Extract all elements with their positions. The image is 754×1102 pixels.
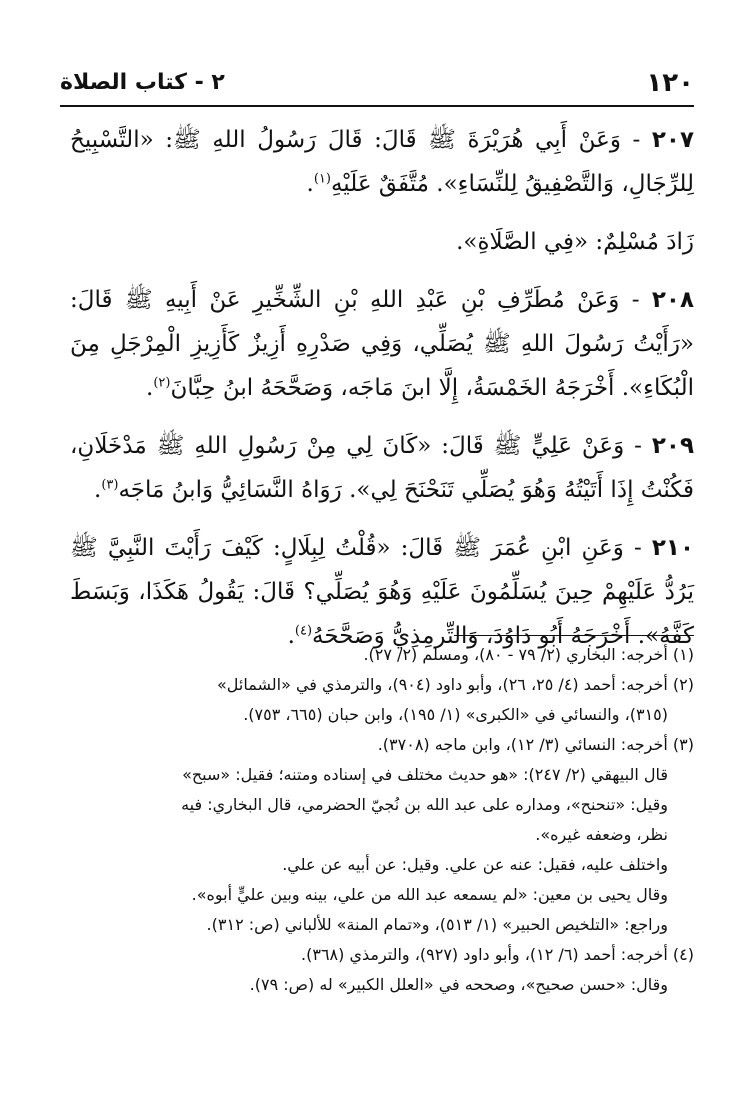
page-header	[60, 60, 694, 100]
footnote-line: (٣١٥)، والنسائي في «الكبرى» (١/ ١٩٥)، وابن حبان (٦٦٥، ٧٥٣).	[243, 705, 668, 724]
footnote-line: (٣) أخرجه: النسائي (٣/ ١٢)، وابن ماجه (٣٧٠٨).	[377, 735, 694, 754]
header-divider	[60, 105, 694, 107]
hadith-number: ٢٠٨	[651, 287, 694, 313]
hadith-number: ٢٠٧	[651, 127, 695, 153]
footnote-line: وراجع: «التلخيص الحبير» (١/ ٥١٣)، و«تمام المنة» للألباني (ص: ٣١٢).	[206, 915, 668, 934]
hadith-210: ٢١٠ - وَعَنِ ابْنِ عُمَرَ ﷺ قَالَ: «قُلْتُ لِبِلَالٍ: كَيْفَ رَأَيْتَ النَّبِيَّ ﷺ يَرُدُّ عَلَيْهِمْ حِينَ يُسَلِّمُونَ عَلَيْهِ وَهُوَ يُصَلِّي؟ قَالَ: يَقُولُ هَكَذَا، وَبَسَطَ كَفَّهُ». أَخْرَجَهُ أَبُو دَاوُدَ، وَالتِّرمِذِيُّ وَصَحَّحَهُ$^{(٤)}$.	[70, 535, 694, 649]
hadith-text: - وَعَنِ ابْنِ عُمَرَ ﷺ قَالَ: «قُلْتُ لِبِلَالٍ: كَيْفَ رَأَيْتَ النَّبِيَّ ﷺ يَرُدُّ عَلَيْهِمْ حِينَ يُسَلِّمُونَ عَلَيْهِ وَهُوَ يُصَلِّي؟ قَالَ: يَقُولُ هَكَذَا، وَبَسَطَ كَفَّهُ». أَخْرَجَهُ أَبُو دَاوُدَ، وَالتِّرمِذِيُّ وَصَحَّحَهُ	[70, 535, 694, 649]
hadith-text: - وَعَنْ مُطَرِّفِ بْنِ عَبْدِ اللهِ بْنِ الشِّخِّيرِ عَنْ أَبِيهِ ﷺ قَالَ: «رَأَيْتُ رَسُولَ اللهِ ﷺ يُصَلِّي، وَفِي صَدْرِهِ أَزِيزٌ كَأَزِيزِ الْمِرْجَلِ مِنَ الْبُكَاءِ». أَخْرَجَهُ الخَمْسَةُ، إِلَّا ابنَ مَاجَه، وَصَحَّحَهُ ابنُ حِبَّانَ	[70, 287, 694, 401]
hadith-number: ٢١٠	[651, 535, 694, 561]
footnote-line: واختلف عليه، فقيل: عنه عن علي. وقيل: عن أبيه عن علي.	[282, 855, 668, 874]
footnotes	[70, 640, 694, 1000]
hadith-number: ٢٠٩	[651, 433, 694, 459]
footnote-line: (٢) أخرجه: أحمد (٤/ ٢٥، ٢٦)، وأبو داود (٩٠٤)، والترمذي في «الشمائل»	[216, 675, 694, 694]
hadith-text: زَادَ مُسْلِمٌ: «فِي الصَّلَاةِ».	[456, 229, 694, 255]
footnote-ref: (١)	[313, 171, 331, 187]
footnote-line: (١) أخرجه: البخاري (٢/ ٧٩ - ٨٠)، ومسلم (٢/ ٢٧).	[363, 645, 694, 664]
footnote-divider	[454, 635, 694, 636]
hadith-208: ٢٠٨ - وَعَنْ مُطَرِّفِ بْنِ عَبْدِ اللهِ بْنِ الشِّخِّيرِ عَنْ أَبِيهِ ﷺ قَالَ: «رَأَيْتُ رَسُولَ اللهِ ﷺ يُصَلِّي، وَفِي صَدْرِهِ أَزِيزٌ كَأَزِيزِ الْمِرْجَلِ مِنَ الْبُكَاءِ». أَخْرَجَهُ الخَمْسَةُ، إِلَّا ابنَ مَاجَه، وَصَحَّحَهُ ابنُ حِبَّانَ$^{(٢)}$.	[70, 287, 694, 401]
footnote-ref: (٤)	[294, 623, 313, 639]
chapter-title: ٢ - كتاب الصلاة	[60, 70, 225, 95]
footnote-ref: (٣)	[101, 477, 119, 493]
hadith-207: ٢٠٧ - وَعَنْ أَبِي هُرَيْرَةَ ﷺ قَالَ: قَالَ رَسُولُ اللهِ ﷺ: «التَّسْبِيحُ لِلرِّجَالِ، وَالتَّصْفِيقُ لِلنِّسَاءِ». مُتَّفَقٌ عَلَيْهِ$^{(١)}$.	[70, 127, 695, 197]
page-number: ١٢٠	[646, 68, 694, 98]
hadith-body	[70, 118, 694, 672]
footnote-ref: (٢)	[153, 375, 171, 391]
footnote-line: وقال: «حسن صحيح»، وصححه في «العلل الكبير» له (ص: ٧٩).	[249, 975, 668, 994]
footnote-line: وقيل: «تنحنح»، ومداره على عبد الله بن نُجيّ الحضرمي، قال البخاري: فيه	[181, 795, 668, 814]
hadith-text: - وَعَنْ عَلِيٍّ ﷺ قَالَ: «كَانَ لِي مِنْ رَسُولِ اللهِ ﷺ مَدْخَلَانِ، فَكُنْتُ إِذَا أَتَيْتُهُ وَهُوَ يُصَلِّي تَنَحْنَحَ لِي». رَوَاهُ النَّسَائِيُّ وَابنُ مَاجَه	[70, 433, 694, 503]
hadith-209: ٢٠٩ - وَعَنْ عَلِيٍّ ﷺ قَالَ: «كَانَ لِي مِنْ رَسُولِ اللهِ ﷺ مَدْخَلَانِ، فَكُنْتُ إِذَا أَتَيْتُهُ وَهُوَ يُصَلِّي تَنَحْنَحَ لِي». رَوَاهُ النَّسَائِيُّ وَابنُ مَاجَه$^{(٣)}$.	[70, 433, 694, 503]
hadith-207-addition	[70, 220, 694, 264]
footnote-line: نظر، وضعفه غيره».	[535, 825, 668, 844]
footnote-line: وقال يحيى بن معين: «لم يسمعه عبد الله من علي، بينه وبين عليٍّ أبوه».	[191, 885, 668, 904]
hadith-text: - وَعَنْ أَبِي هُرَيْرَةَ ﷺ قَالَ: قَالَ رَسُولُ اللهِ ﷺ: «التَّسْبِيحُ لِلرِّجَالِ، وَالتَّصْفِيقُ لِلنِّسَاءِ». مُتَّفَقٌ عَلَيْهِ	[70, 127, 694, 197]
footnote-line: (٤) أخرجه: أحمد (٦/ ١٢)، وأبو داود (٩٢٧)، والترمذي (٣٦٨).	[301, 945, 694, 964]
footnote-line: قال البيهقي (٢/ ٢٤٧): «هو حديث مختلف في إسناده ومتنه؛ فقيل: «سبح»	[182, 765, 668, 784]
